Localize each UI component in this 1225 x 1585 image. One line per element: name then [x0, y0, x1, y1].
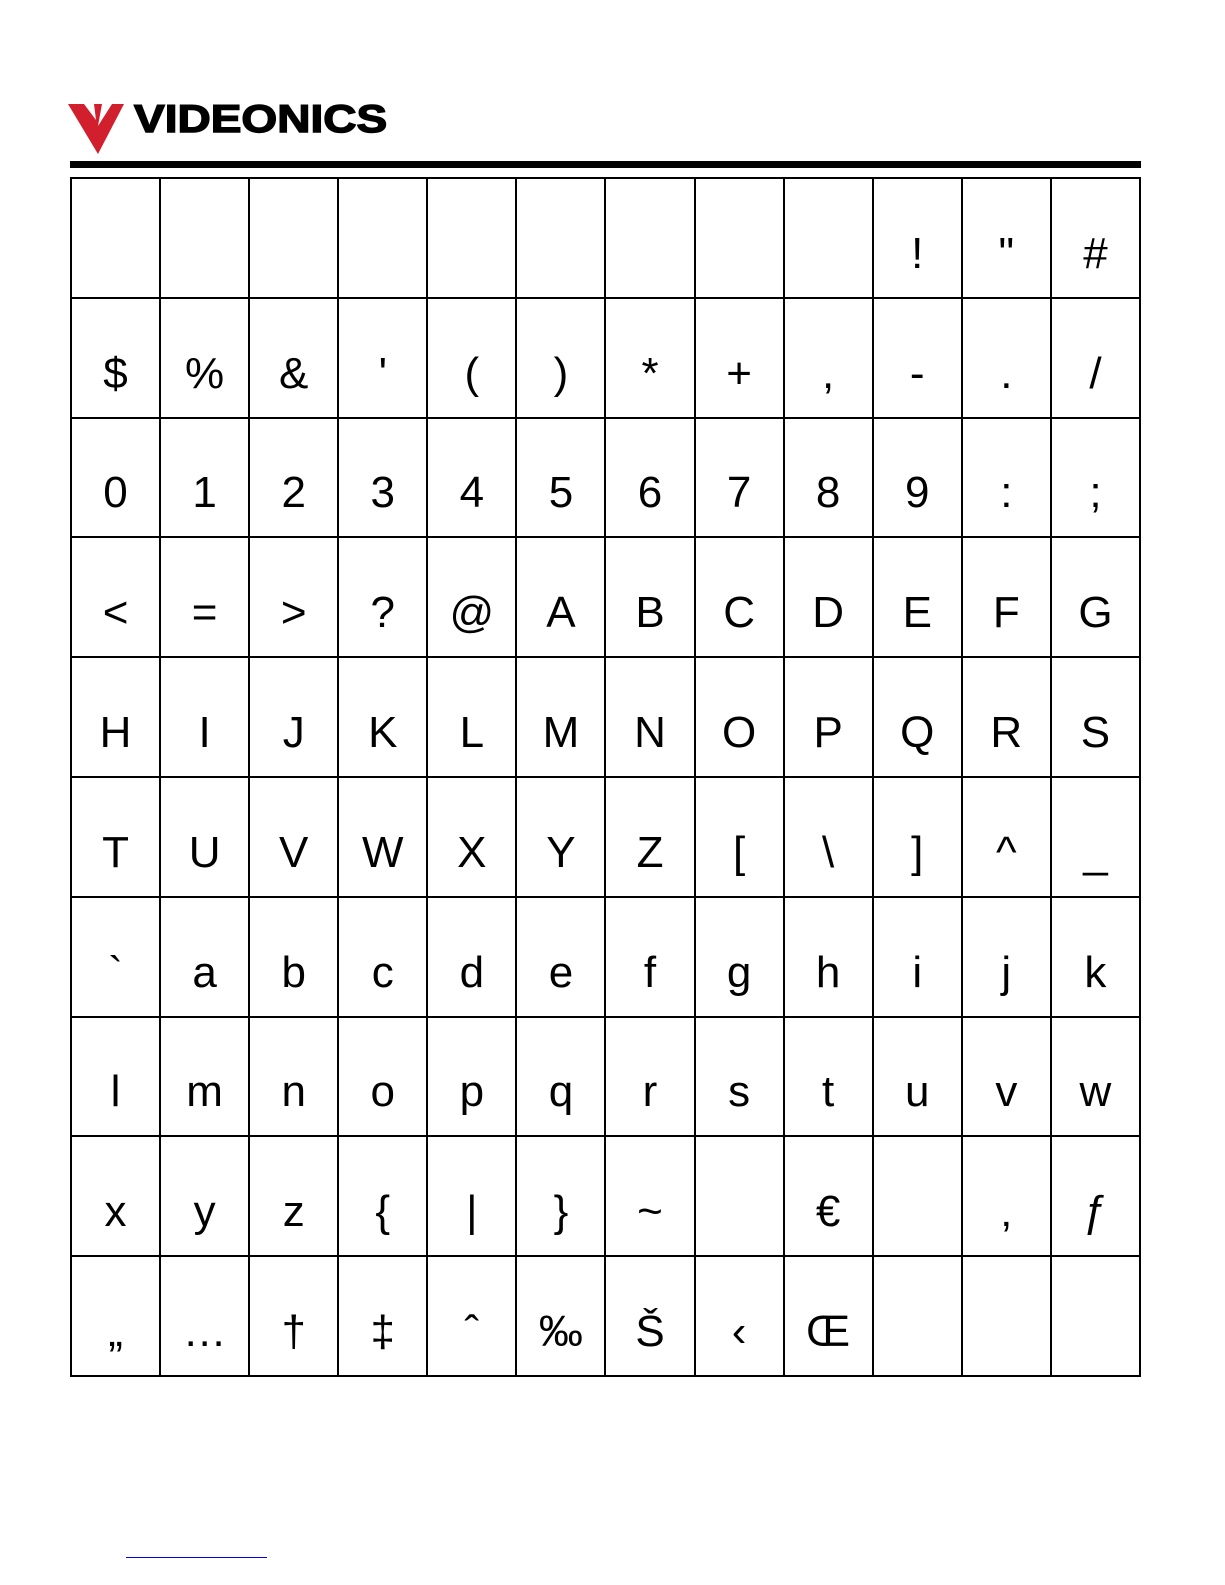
character-cell	[427, 178, 516, 298]
character-cell	[605, 1256, 694, 1376]
character-cell	[962, 657, 1051, 777]
character-glyph: E	[902, 588, 932, 638]
character-cell	[160, 1017, 249, 1137]
character-cell	[695, 537, 784, 657]
character-glyph: 8	[815, 468, 841, 518]
character-cell	[160, 657, 249, 777]
character-cell	[338, 777, 427, 897]
character-cell	[338, 1136, 427, 1256]
character-glyph: s	[728, 1067, 751, 1117]
character-cell	[695, 178, 784, 298]
character-cell	[695, 897, 784, 1017]
character-glyph: U	[188, 827, 221, 877]
character-glyph: n	[281, 1067, 306, 1117]
character-glyph: x	[104, 1187, 127, 1237]
character-glyph: ;	[1089, 468, 1102, 518]
character-cell	[427, 1256, 516, 1376]
character-cell	[427, 537, 516, 657]
character-cell	[784, 1256, 873, 1376]
character-cell	[338, 178, 427, 298]
character-cell	[427, 1136, 516, 1256]
character-glyph: <	[102, 588, 129, 638]
grid-row	[71, 418, 1140, 538]
character-glyph: K	[368, 708, 398, 758]
grid-row	[71, 178, 1140, 298]
character-cell	[1051, 1256, 1140, 1376]
character-cell	[249, 897, 338, 1017]
character-glyph: i	[912, 947, 923, 997]
character-cell	[249, 298, 338, 418]
character-cell	[962, 1256, 1051, 1376]
character-glyph: !	[911, 228, 924, 278]
character-glyph: )	[553, 348, 569, 398]
character-cell	[516, 298, 605, 418]
character-glyph: …	[182, 1307, 227, 1357]
character-cell	[873, 298, 962, 418]
character-glyph: l	[110, 1067, 121, 1117]
character-glyph: p	[459, 1067, 485, 1117]
character-cell	[427, 298, 516, 418]
grid-row	[71, 777, 1140, 897]
character-glyph: (	[464, 348, 480, 398]
character-glyph: L	[459, 708, 485, 758]
character-glyph: $	[103, 348, 128, 398]
character-cell	[784, 1136, 873, 1256]
character-glyph: 3	[370, 468, 396, 518]
character-cell	[1051, 418, 1140, 538]
header-rule	[70, 161, 1141, 168]
character-cell	[695, 1136, 784, 1256]
character-glyph: >	[280, 588, 307, 638]
footer-link-line	[126, 1557, 267, 1558]
character-glyph: |	[466, 1187, 478, 1237]
character-glyph: F	[992, 588, 1020, 638]
character-cell	[873, 537, 962, 657]
character-glyph: W	[362, 827, 404, 877]
character-glyph: k	[1084, 947, 1107, 997]
character-glyph: H	[99, 708, 132, 758]
character-glyph: O	[721, 708, 757, 758]
character-cell	[71, 418, 160, 538]
character-glyph: [	[732, 827, 746, 877]
character-cell	[605, 178, 694, 298]
character-glyph: :	[1000, 468, 1013, 518]
character-cell	[249, 777, 338, 897]
character-cell	[695, 1256, 784, 1376]
character-cell	[962, 178, 1051, 298]
character-cell	[1051, 1017, 1140, 1137]
character-glyph: `	[108, 947, 123, 997]
character-cell	[516, 1136, 605, 1256]
character-cell	[605, 1017, 694, 1137]
character-cell	[784, 537, 873, 657]
character-glyph: Z	[636, 827, 664, 877]
character-glyph: R	[990, 708, 1023, 758]
character-glyph: '	[378, 348, 387, 398]
character-cell	[1051, 298, 1140, 418]
character-glyph: V	[279, 827, 309, 877]
character-glyph: C	[723, 588, 755, 638]
character-glyph: m	[186, 1067, 223, 1117]
character-cell	[873, 178, 962, 298]
grid-row	[71, 1017, 1140, 1137]
character-cell	[695, 298, 784, 418]
character-glyph: %	[185, 348, 225, 398]
character-cell	[962, 537, 1051, 657]
character-glyph: ,	[822, 348, 835, 398]
character-glyph: .	[1000, 348, 1013, 398]
character-cell	[516, 178, 605, 298]
character-glyph: ]	[911, 827, 924, 877]
character-glyph: u	[905, 1067, 930, 1117]
character-cell	[784, 657, 873, 777]
character-glyph: w	[1079, 1067, 1112, 1117]
character-glyph: G	[1078, 588, 1113, 638]
character-glyph: 9	[905, 468, 930, 518]
character-cell	[160, 1136, 249, 1256]
character-cell	[873, 1256, 962, 1376]
character-cell	[1051, 777, 1140, 897]
character-cell	[1051, 178, 1140, 298]
character-cell	[873, 897, 962, 1017]
character-cell	[338, 897, 427, 1017]
character-glyph: ^	[995, 827, 1017, 877]
character-glyph: Œ	[806, 1307, 851, 1357]
character-glyph: d	[459, 947, 485, 997]
brand-name: VIDEONICS	[134, 98, 388, 141]
character-cell	[249, 657, 338, 777]
character-cell	[427, 897, 516, 1017]
character-glyph: ˆ	[464, 1307, 480, 1357]
character-glyph: ‡	[370, 1307, 396, 1357]
character-cell	[873, 1017, 962, 1137]
character-cell	[1051, 537, 1140, 657]
character-cell	[516, 777, 605, 897]
character-glyph: ‰	[538, 1307, 583, 1357]
character-glyph: X	[457, 827, 487, 877]
character-glyph: Y	[546, 827, 576, 877]
character-cell	[338, 1256, 427, 1376]
character-cell	[962, 897, 1051, 1017]
character-glyph: t	[822, 1067, 835, 1117]
character-cell	[516, 897, 605, 1017]
character-cell	[962, 418, 1051, 538]
character-cell	[784, 897, 873, 1017]
character-glyph: €	[815, 1187, 841, 1237]
character-glyph: S	[1080, 708, 1111, 758]
character-glyph: I	[198, 708, 211, 758]
character-glyph: ‹	[731, 1307, 747, 1357]
character-glyph: D	[812, 588, 845, 638]
character-glyph: 1	[192, 468, 217, 518]
character-glyph: P	[813, 708, 843, 758]
character-glyph: ?	[370, 588, 396, 638]
videonics-v-logo-icon	[66, 100, 126, 156]
character-glyph: e	[548, 947, 574, 997]
character-cell	[71, 298, 160, 418]
character-cell	[427, 1017, 516, 1137]
character-glyph: ~	[637, 1187, 663, 1237]
character-cell	[605, 537, 694, 657]
character-glyph: 0	[103, 468, 128, 518]
grid-row	[71, 537, 1140, 657]
character-cell	[1051, 1136, 1140, 1256]
character-cell	[695, 777, 784, 897]
character-glyph: }	[553, 1187, 569, 1237]
character-glyph: 5	[548, 468, 574, 518]
character-cell	[249, 178, 338, 298]
character-glyph: J	[282, 708, 305, 758]
character-glyph: "	[998, 228, 1015, 278]
character-glyph: 2	[281, 468, 306, 518]
character-cell	[605, 418, 694, 538]
character-cell	[249, 1256, 338, 1376]
character-cell	[71, 1017, 160, 1137]
character-glyph: {	[375, 1187, 391, 1237]
character-glyph: 6	[637, 468, 663, 518]
character-glyph: Q	[900, 708, 935, 758]
character-cell	[784, 298, 873, 418]
character-cell	[605, 298, 694, 418]
character-cell	[695, 418, 784, 538]
character-cell	[873, 777, 962, 897]
character-cell	[71, 178, 160, 298]
character-cell	[605, 777, 694, 897]
character-cell	[962, 1017, 1051, 1137]
character-cell	[71, 897, 160, 1017]
character-cell	[338, 537, 427, 657]
character-glyph: g	[726, 947, 752, 997]
character-glyph: †	[281, 1307, 306, 1357]
character-cell	[962, 298, 1051, 418]
character-glyph: \	[822, 827, 835, 877]
character-glyph: ‚	[1001, 1187, 1012, 1237]
character-cell	[516, 537, 605, 657]
character-cell	[71, 537, 160, 657]
character-cell	[338, 418, 427, 538]
character-glyph: T	[102, 827, 129, 877]
character-glyph: 7	[726, 468, 752, 518]
character-glyph: &	[279, 348, 309, 398]
character-cell	[1051, 897, 1140, 1017]
grid-row	[71, 1256, 1140, 1376]
character-glyph: b	[281, 947, 306, 997]
character-cell	[784, 777, 873, 897]
character-cell	[695, 657, 784, 777]
character-glyph: Š	[635, 1307, 665, 1357]
character-glyph: „	[108, 1307, 123, 1357]
character-glyph: v	[995, 1067, 1018, 1117]
grid-row	[71, 897, 1140, 1017]
character-cell	[249, 1136, 338, 1256]
grid-row	[71, 298, 1140, 418]
character-cell	[962, 777, 1051, 897]
character-cell	[695, 1017, 784, 1137]
character-cell	[427, 777, 516, 897]
character-glyph: a	[192, 947, 217, 997]
character-cell	[160, 1256, 249, 1376]
character-cell	[516, 418, 605, 538]
character-cell	[605, 1136, 694, 1256]
character-cell	[249, 418, 338, 538]
character-glyph: M	[542, 708, 580, 758]
character-cell	[516, 1017, 605, 1137]
character-glyph: h	[815, 947, 841, 997]
character-glyph: *	[641, 348, 659, 398]
character-glyph: @	[449, 588, 495, 638]
character-cell	[160, 178, 249, 298]
character-cell	[516, 1256, 605, 1376]
character-cell	[962, 1136, 1051, 1256]
character-glyph: -	[909, 348, 925, 398]
character-glyph: _	[1083, 827, 1108, 877]
character-cell	[516, 657, 605, 777]
character-cell	[249, 1017, 338, 1137]
character-glyph: 4	[459, 468, 485, 518]
character-cell	[784, 178, 873, 298]
character-glyph: j	[1001, 947, 1012, 997]
character-glyph: q	[548, 1067, 574, 1117]
character-cell	[160, 897, 249, 1017]
character-cell	[71, 777, 160, 897]
character-glyph: #	[1083, 228, 1108, 278]
character-cell	[605, 657, 694, 777]
character-glyph: ƒ	[1083, 1187, 1108, 1237]
character-cell	[605, 897, 694, 1017]
character-cell	[338, 1017, 427, 1137]
character-cell	[784, 1017, 873, 1137]
character-cell	[873, 1136, 962, 1256]
character-glyph: f	[643, 947, 657, 997]
character-glyph: +	[726, 348, 752, 398]
grid-row	[71, 1136, 1140, 1256]
character-glyph: c	[371, 947, 394, 997]
character-cell	[338, 298, 427, 418]
character-glyph: N	[634, 708, 666, 758]
character-cell	[873, 418, 962, 538]
character-cell	[160, 298, 249, 418]
character-cell	[160, 537, 249, 657]
character-glyph: A	[546, 588, 576, 638]
character-cell	[71, 1256, 160, 1376]
character-glyph: y	[193, 1187, 216, 1237]
character-cell	[160, 777, 249, 897]
character-cell	[249, 537, 338, 657]
grid-row	[71, 657, 1140, 777]
character-glyph: B	[635, 588, 665, 638]
character-cell	[427, 657, 516, 777]
character-glyph: r	[642, 1067, 658, 1117]
character-glyph: o	[370, 1067, 396, 1117]
character-cell	[160, 418, 249, 538]
character-cell	[873, 657, 962, 777]
character-cell	[71, 1136, 160, 1256]
character-glyph: =	[191, 588, 218, 638]
character-glyph: /	[1089, 348, 1102, 398]
character-cell	[1051, 657, 1140, 777]
character-cell	[338, 657, 427, 777]
character-grid	[70, 177, 1141, 1377]
character-cell	[427, 418, 516, 538]
videonics-logo	[66, 98, 388, 156]
character-glyph: z	[282, 1187, 305, 1237]
character-cell	[784, 418, 873, 538]
character-cell	[71, 657, 160, 777]
